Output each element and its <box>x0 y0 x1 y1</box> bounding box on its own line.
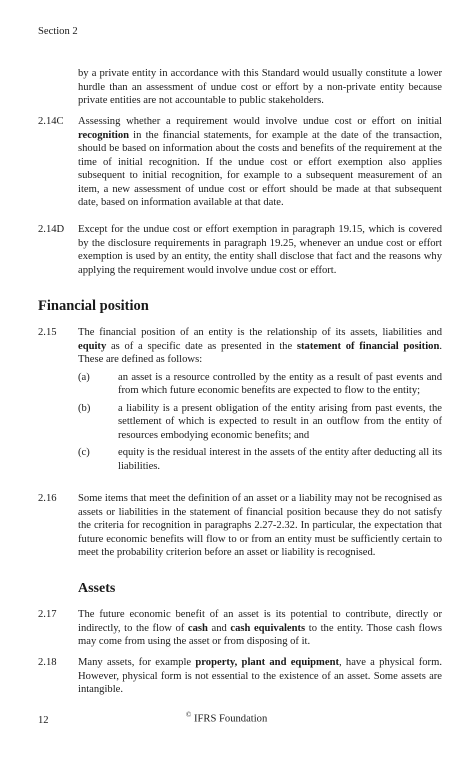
paragraph-2-17 <box>38 608 442 649</box>
paragraph-text: Except for the undue cost or effort exemption in paragraph 19.15, which is covered by the disclosure requirements in paragraph 19.25, whenever an undue cost or effort exemption is used by an entity, the entity shall disclose that fact and the reasons why applying the requirement would involve undue cost or effort. <box>78 224 442 276</box>
page-number: 12 <box>38 715 49 726</box>
list-item-label: (a) <box>78 371 90 383</box>
paragraph-continuation <box>38 67 442 108</box>
list-item-label: (b) <box>78 402 91 414</box>
paragraph-number: 2.15 <box>38 327 57 338</box>
section-header: Section 2 <box>38 26 78 37</box>
paragraph-2-15 <box>38 326 442 473</box>
defined-term-cash-equivalents: cash equivalents <box>230 622 306 634</box>
list-item <box>78 402 442 443</box>
footer-copyright <box>186 711 267 725</box>
list-item-text: equity is the residual interest in the assets of the entity after deducting all its liabilities. <box>118 447 442 472</box>
list-item-text: a liability is a present obligation of the entity arising from past events, the settlement of which is expected to result in an outflow from the entity of resources embodying economic benefits; and <box>118 402 442 441</box>
paragraph-number: 2.18 <box>38 657 57 668</box>
paragraph-number: 2.16 <box>38 493 57 504</box>
paragraph-text: The future economic benefit of an asset is its potential to contribute, directly or indirectly, to the flow of cash and cash equivalents to the entity. Those cash flows may come from using the asset or from disposing of it. <box>78 609 443 647</box>
paragraph-number: 2.14C <box>38 116 64 127</box>
defined-term-recognition: recognition <box>78 129 130 141</box>
paragraph-2-14c <box>38 115 442 210</box>
paragraph-2-16 <box>38 492 442 560</box>
paragraph-text: Many assets, for example property, plant and equipment, have a physical form. However, physical form is not essential to the existence of an asset. Some assets are intangible. <box>78 657 442 695</box>
footer-organization: IFRS Foundation <box>191 713 268 725</box>
list-item <box>78 446 442 473</box>
defined-term-cash: cash <box>187 622 208 634</box>
defined-term-equity: equity <box>78 340 107 352</box>
paragraph-text: Some items that meet the definition of an asset or a liability may not be recognised as assets or liabilities in the statement of financial position because they do not satisfy the criteria for recognition in paragraphs 2.27-2.32. In particular, the expectation that future economic benefits will flow to or from an entity must be sufficiently certain to meet the probability criterion before an asset or liability is recognised. <box>78 493 442 558</box>
paragraph-2-14d <box>38 223 442 277</box>
paragraph-2-18 <box>38 656 442 697</box>
section-heading-financial-position: Financial position <box>38 298 149 314</box>
paragraph-text: by a private entity in accordance with this Standard would usually constitute a lower hurdle than an assessment of undue cost or effort by a non-private entity because private entities are not accountable to public stakeholders. <box>78 68 442 106</box>
paragraph-text: Assessing whether a requirement would involve undue cost or effort on initial recognition in the financial statements, for example at the date of the transaction, should be based on information about the costs and benefits of the requirement at the time of initial recognition. If the undue cost or effort exemption also applies subsequent to initial recognition, for example to a subsequent measurement of an item, a new assessment of undue cost or effort should be made at that subsequent date, based on information available at that date. <box>78 116 442 208</box>
copyright-symbol: © <box>186 711 192 719</box>
list-item-label: (c) <box>78 447 90 458</box>
subheading-assets: Assets <box>78 581 116 596</box>
defined-term-statement-of-financial-position: statement of financial position <box>296 340 440 352</box>
defined-term-property-plant-and-equipment: property, plant and equipment <box>195 657 339 668</box>
list-item-text: an asset is a resource controlled by the entity as a result of past events and from which future economic benefits are expected to flow to the entity; <box>118 371 442 396</box>
paragraph-text: The financial position of an entity is the relationship of its assets, liabilities and equity as of a specific date as presented in the statement of financial position. These are defined as follows: <box>78 327 442 365</box>
paragraph-number: 2.14D <box>38 224 65 235</box>
paragraph-number: 2.17 <box>38 609 57 620</box>
list-item <box>78 371 442 398</box>
